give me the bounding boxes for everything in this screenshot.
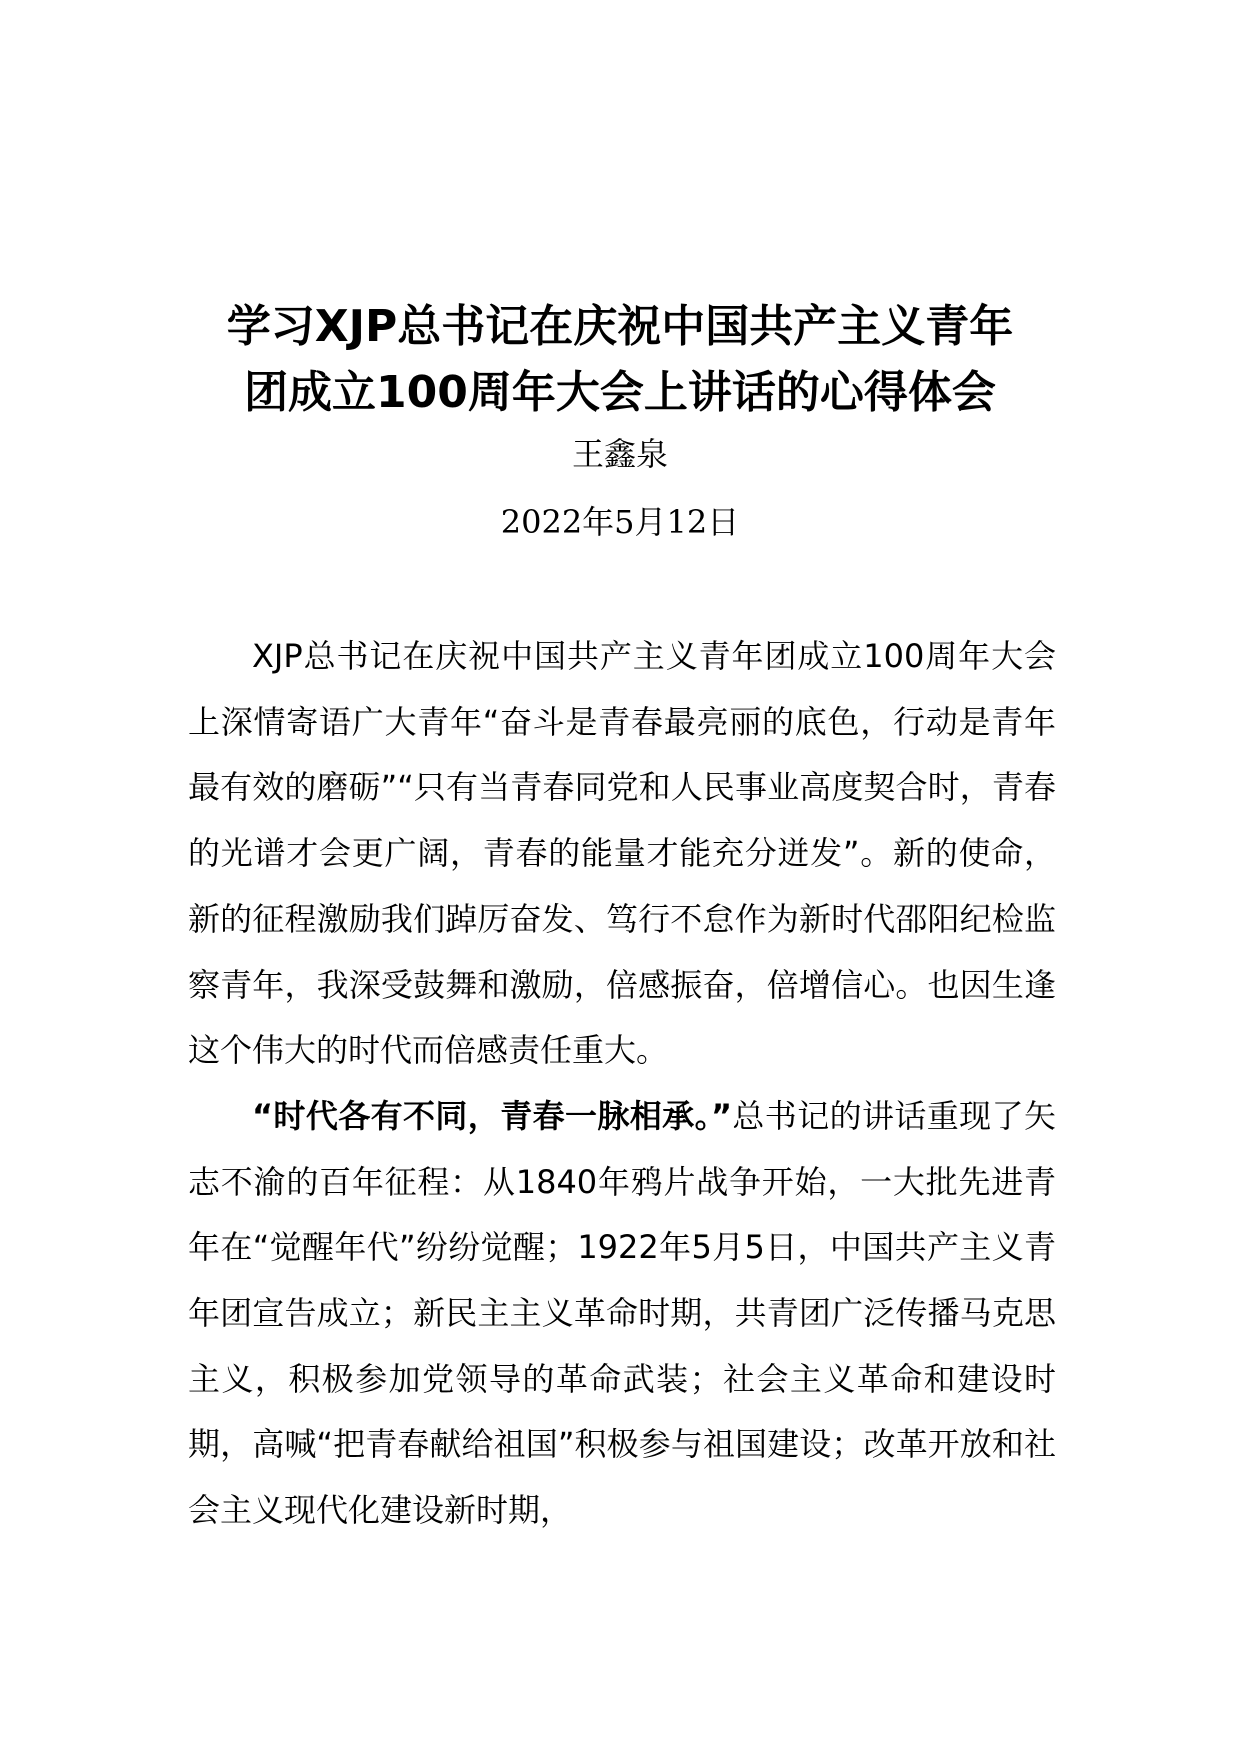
document-body bbox=[188, 624, 1056, 1544]
author-name: 王鑫泉 bbox=[571, 435, 668, 473]
title-line-1: 学习XJP总书记在庆祝中国共产主义青年 bbox=[226, 301, 1014, 352]
title-line-2: 团成立100周年大会上讲话的心得体会 bbox=[244, 367, 996, 418]
paragraph-1 bbox=[188, 624, 1056, 1084]
paragraph-2 bbox=[188, 1084, 1056, 1544]
paragraph-2-text: 总书记的讲话重现了矢志不渝的百年征程：从1840年鸦片战争开始，一大批先进青年在“觉醒年代”纷纷觉醒；1922年5月5日，中国共产主义青年团宣告成立；新民主主义革命时期，共青团广泛传播马克思主义，积极参加党领导的革命武装；社会主义革命和建设时期，高喊“把青春献给祖国”积极参与祖国建设；改革开放和社会主义现代化建设新时期， bbox=[188, 1096, 1056, 1530]
paragraph-1-text: XJP总书记在庆祝中国共产主义青年团成立100周年大会上深情寄语广大青年“奋斗是青春最亮丽的底色，行动是青年最有效的磨砺”“只有当青春同党和人民事业高度契合时，青春的光谱才会更广阔，青春的能量才能充分迸发”。新的使命，新的征程激励我们踔厉奋发、笃行不怠作为新时代邵阳纪检监察青年，我深受鼓舞和激励，倍感振奋，倍增信心。也因生逢这个伟大的时代而倍感责任重大。 bbox=[188, 637, 1056, 1070]
document-date: 2022年5月12日 bbox=[500, 503, 740, 541]
paragraph-2-lead: “时代各有不同，青春一脉相承。” bbox=[252, 1096, 733, 1135]
document-title bbox=[150, 294, 1090, 426]
